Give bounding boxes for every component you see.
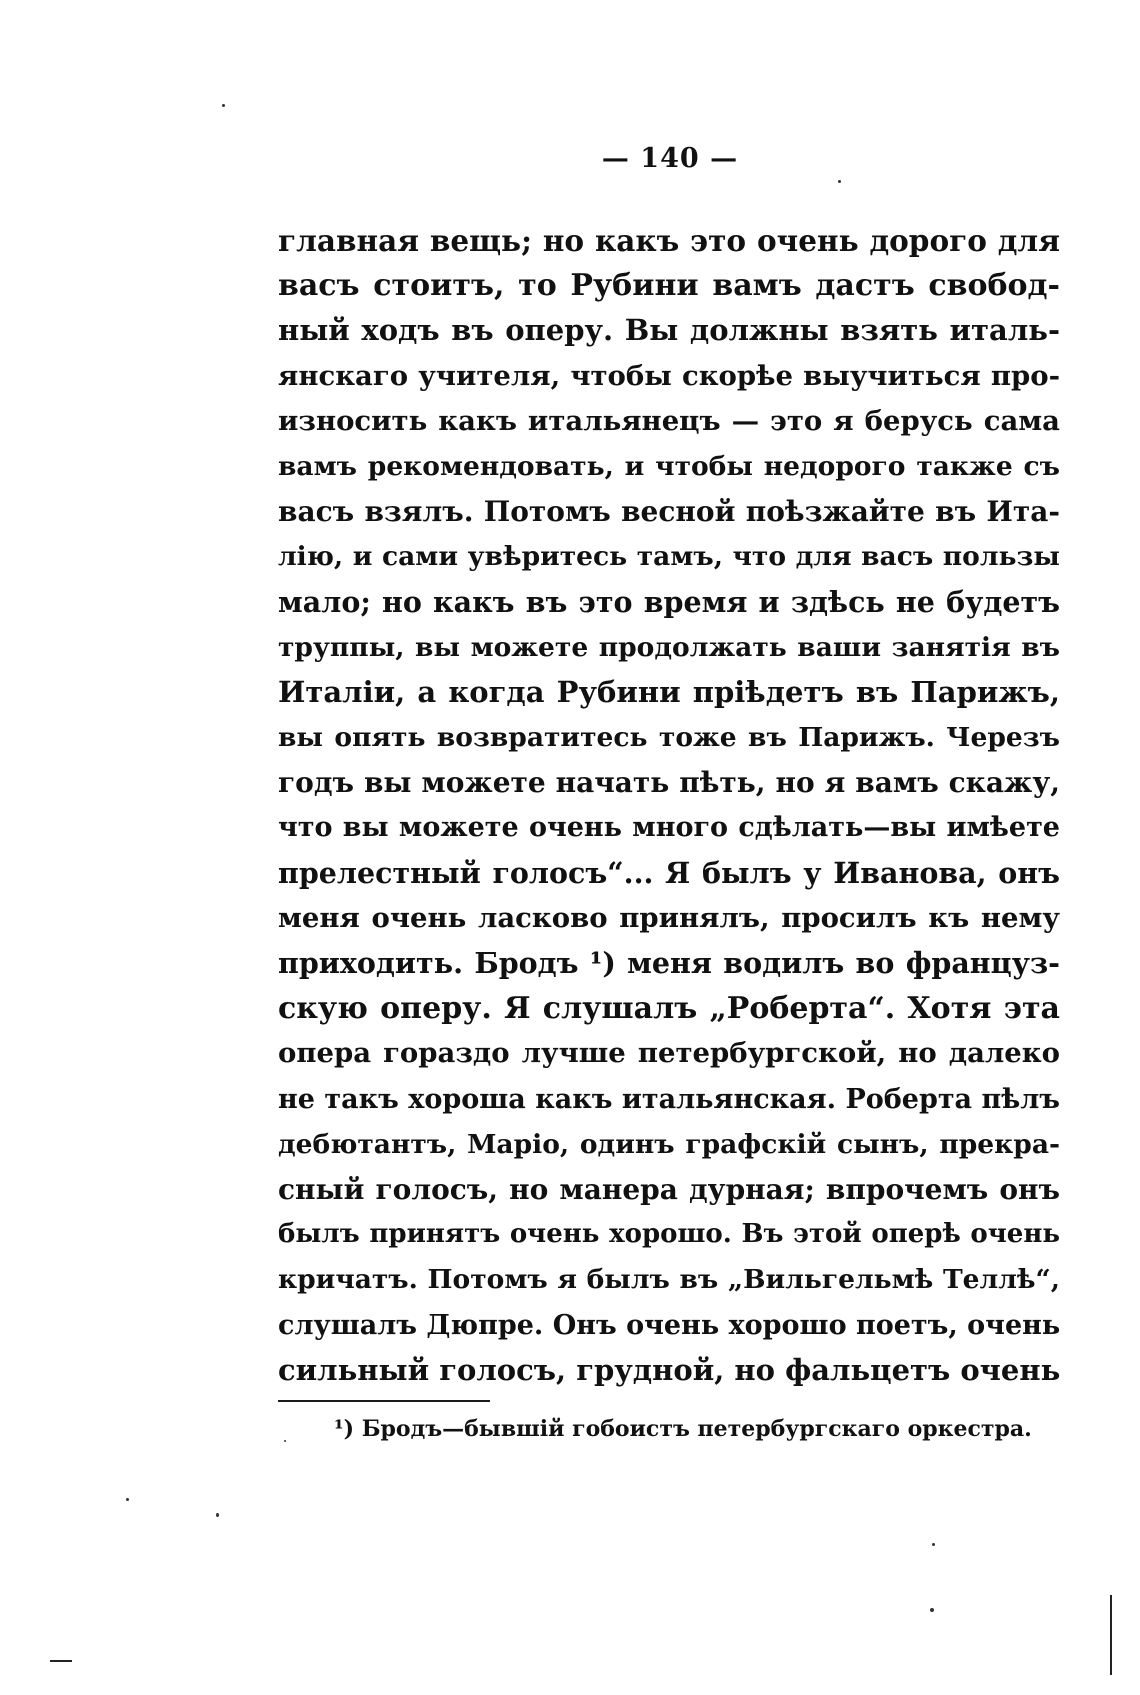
text-line: мало; но какъ въ это время и здѣсь не будетъ — [278, 584, 1060, 619]
text-line: былъ принятъ очень хорошо. Въ этой оперѣ очень — [278, 1219, 1060, 1250]
text-line: скую оперу. Я слушалъ „Роберта“. Хотя эта — [278, 991, 1060, 1027]
page-number: — 140 — — [601, 143, 739, 174]
scan-speck — [932, 1543, 935, 1546]
text-line: опера гораздо лучше петербургской, но далеко — [278, 1037, 1060, 1070]
text-line: ный ходъ въ оперу. Вы должны взять италь- — [278, 313, 1060, 348]
scan-speck — [930, 1608, 934, 1612]
text-line: лію, и сами увѣритесь тамъ, что для васъ пользы — [278, 541, 1060, 573]
text-line: васъ взялъ. Потомъ весной поѣзжайте въ Ита- — [278, 495, 1060, 529]
scan-speck — [216, 1513, 219, 1517]
text-line: Италіи, а когда Рубини пріѣдетъ въ Парижъ, — [278, 674, 1060, 709]
text-line: приходить. Бродъ ¹) меня водилъ во француз- — [278, 946, 1060, 980]
text-line: дебютантъ, Маріо, одинъ графскій сынъ, прекра- — [278, 1128, 1060, 1160]
text-line: меня очень ласково принялъ, просилъ къ нему — [278, 901, 1060, 934]
text-line: слушалъ Дюпре. Онъ очень хорошо поетъ, очень — [278, 1309, 1061, 1341]
scan-edge-line — [50, 1660, 72, 1662]
text-line: янскаго учителя, чтобы скорѣе выучиться про- — [278, 359, 1060, 392]
scan-speck — [838, 180, 841, 183]
text-line: сный голосъ, но манера дурная; впрочемъ онъ — [278, 1172, 1060, 1206]
scan-speck — [284, 1440, 286, 1442]
scan-speck — [222, 104, 225, 107]
footnote-marker: ¹) — [334, 1416, 355, 1442]
text-line: прелестный голосъ“... Я былъ у Иванова, онъ — [278, 855, 1060, 890]
text-line: вамъ рекомендовать, и чтобы недорого также съ — [278, 450, 1060, 482]
text-line: годъ вы можете начать пѣть, но я вамъ скажу, — [278, 766, 1060, 800]
footnote-text: Бродъ—бывшій гобоистъ петербургскаго оркестра. — [361, 1416, 1032, 1442]
text-line: вы опять возвратитесь тоже въ Парижъ. Черезъ — [278, 722, 1060, 754]
text-line: сильный голосъ, грудной, но фальцетъ очень — [278, 1352, 1061, 1387]
text-line: не такъ хороша какъ итальянская. Роберта пѣлъ — [278, 1083, 1060, 1115]
body-text — [278, 218, 1060, 1393]
scan-speck — [126, 1498, 129, 1501]
text-line: что вы можете очень много сдѣлать—вы имѣете — [278, 812, 1060, 844]
text-line: износить какъ итальянецъ — это я берусь сама — [278, 404, 1060, 437]
text-line: главная вещь; но какъ это очень дорого для — [278, 223, 1060, 258]
footnote-divider — [278, 1400, 490, 1402]
text-line: васъ стоитъ, то Рубини вамъ дастъ свобод- — [278, 268, 1060, 304]
scan-edge-line — [1110, 1595, 1112, 1675]
text-line: труппы, вы можете продолжать ваши занятія въ — [278, 631, 1060, 663]
footnote — [334, 1413, 1054, 1445]
text-line: кричатъ. Потомъ я былъ въ „Вильгельмѣ Теллѣ“, — [278, 1264, 1060, 1296]
